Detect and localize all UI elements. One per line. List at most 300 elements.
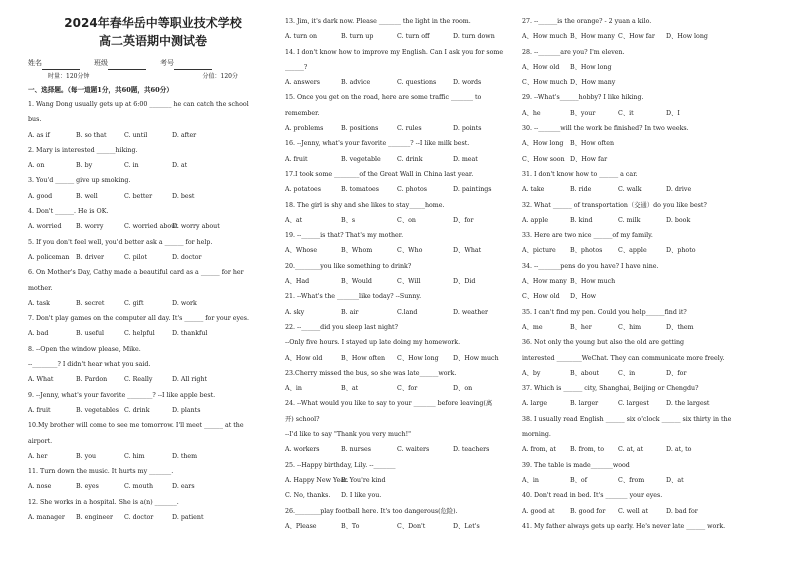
question-text: bus. (28, 116, 42, 124)
question-item (522, 488, 772, 519)
question-text: remember. (285, 109, 320, 117)
answer-option[interactable]: C、Will (397, 278, 421, 286)
answer-option[interactable]: D、for (666, 369, 687, 377)
question-item (522, 14, 772, 45)
answer-option[interactable]: A. on (28, 162, 45, 170)
answer-option[interactable]: A、picture (522, 247, 556, 255)
answer-options (28, 189, 278, 204)
answer-options (285, 213, 511, 228)
answer-option[interactable]: A. bad (28, 330, 49, 338)
question-item (285, 90, 511, 136)
answer-options (28, 250, 278, 265)
answer-option[interactable]: B. from, to (570, 446, 605, 454)
answer-option[interactable]: D、Did (453, 278, 476, 286)
answer-option[interactable]: C. drink (397, 155, 423, 163)
question-text: 4. Don't ______. He is OK. (28, 208, 109, 216)
answer-options (28, 296, 278, 311)
question-item (285, 488, 511, 503)
answer-option[interactable]: C. pilot (124, 253, 147, 261)
answer-option[interactable]: D、on (453, 385, 473, 393)
answer-option[interactable]: B. eyes (76, 483, 99, 491)
answer-options (285, 381, 511, 396)
answer-option[interactable]: B. secret (76, 299, 105, 307)
answer-option[interactable]: A. What (28, 376, 54, 384)
answer-option[interactable]: C. largest (618, 400, 649, 408)
answer-options (522, 152, 772, 167)
answer-option[interactable]: C、it (618, 109, 634, 117)
question-item (285, 167, 511, 198)
answer-options (522, 396, 772, 411)
question-text: 6. On Mother's Day, Cathy made a beautiful card as a ______ for her (28, 269, 244, 277)
answer-option[interactable]: C.land (397, 308, 418, 316)
answer-option[interactable]: A、Please (285, 522, 317, 530)
answer-option[interactable]: B. vegetable (341, 155, 381, 163)
answer-option[interactable]: C、from (618, 476, 645, 484)
answer-option[interactable]: C. in (124, 162, 139, 170)
answer-options (28, 449, 278, 464)
question-text: 40. Don't read in bed. It's _______ your eyes. (522, 492, 663, 500)
answer-option[interactable]: C. Really (124, 376, 153, 384)
answer-option[interactable]: B. driver (76, 253, 104, 261)
question-text: --I'd like to say "Thank you very much!" (285, 431, 412, 439)
question-item (522, 228, 772, 259)
answer-option[interactable]: C. No, thanks. (285, 492, 331, 500)
answer-options (285, 519, 511, 534)
question-text: 15. Once you get on the road, here are some traffic _______ to (285, 94, 482, 102)
answer-option[interactable]: A. answers (285, 79, 320, 87)
answer-option[interactable]: A. as if (28, 131, 50, 139)
exam-title: 2024年春华岳中等职业技术学校 (64, 16, 242, 30)
answer-option[interactable]: C、How much (522, 79, 568, 87)
question-text: 16. --Jenny, what's your favorite _______? --I like milk best. (285, 140, 470, 148)
question-text: 10.My brother will come to see me tomorrow. I'll meet ______ at the (28, 422, 244, 430)
answer-option[interactable]: B、To (341, 522, 360, 530)
answer-option[interactable]: C. walk (618, 186, 642, 194)
answer-option[interactable]: B、Whom (341, 247, 373, 255)
question-text: airport. (28, 437, 53, 445)
answer-options (28, 326, 278, 341)
answer-option[interactable]: B. tomatoes (341, 186, 379, 194)
answer-option[interactable]: D. points (453, 125, 482, 133)
answer-option[interactable]: D、How (570, 293, 597, 301)
answer-options (522, 29, 772, 44)
question-text: 3. You'd ______ give up smoking. (28, 177, 131, 185)
answer-options (522, 60, 772, 75)
question-item (522, 335, 772, 381)
answer-options (285, 152, 511, 167)
question-text: 20.________you like something to drink? (285, 262, 412, 270)
question-item (285, 458, 511, 489)
answer-option[interactable]: A. her (28, 452, 48, 460)
answer-option[interactable]: C. mouth (124, 483, 153, 491)
answer-option[interactable]: A. policeman (28, 253, 70, 261)
answer-option[interactable]: D. paintings (453, 186, 492, 194)
answer-option[interactable]: D. teachers (453, 446, 490, 454)
answer-option[interactable]: C、on (397, 216, 416, 224)
answer-option[interactable]: B、Would (341, 278, 372, 286)
answer-option[interactable]: B. You're kind (341, 476, 386, 484)
question-text: 1. Wang Dong usually gets up at 6:00 _______ he can catch the school (28, 101, 249, 108)
answer-option[interactable]: D、them (666, 323, 694, 331)
answer-option[interactable]: C、in (618, 369, 636, 377)
answer-option[interactable]: D. meat (453, 155, 478, 163)
answer-option[interactable]: B. kind (570, 216, 593, 224)
question-item (522, 45, 772, 76)
answer-option[interactable]: C. him (124, 452, 145, 460)
answer-option[interactable]: C、apple (618, 247, 647, 255)
answer-option[interactable]: D. ears (172, 483, 195, 491)
answer-option[interactable]: B. air (341, 308, 359, 316)
answer-option[interactable]: A. take (522, 186, 545, 194)
column-left (28, 14, 278, 525)
answer-option[interactable]: A. from, at (522, 446, 556, 454)
question-text: 28. --_______are you? I'm eleven. (522, 48, 625, 56)
answer-option[interactable]: C. until (124, 131, 148, 139)
question-item (28, 97, 278, 143)
question-text: 38. I usually read English ______ six o'clock ______ six thirty in the (522, 415, 732, 423)
question-item (28, 173, 278, 204)
question-item (285, 366, 511, 397)
question-text: 17.I took some ________of the Great Wall in China last year. (285, 170, 474, 178)
answer-option[interactable]: C、Don't (397, 522, 426, 530)
question-text: 5. If you don't feel well, you'd better ask a ______ for help. (28, 238, 213, 246)
answer-option[interactable]: C、How old (522, 293, 560, 301)
question-text: 7. Don't play games on the computer all day. It's ______ for your eyes. (28, 315, 250, 323)
answer-options (28, 158, 278, 173)
answer-option[interactable]: C. at, at (618, 446, 644, 454)
answer-option[interactable]: D、Let's (453, 522, 480, 530)
question-item (522, 167, 772, 198)
question-item (285, 45, 511, 91)
answer-option[interactable]: D. words (453, 79, 482, 87)
answer-option[interactable]: A、in (285, 385, 302, 393)
answer-option[interactable]: B. good for (570, 507, 606, 515)
question-text: mother. (28, 284, 53, 292)
question-text: 31. I don't know how to ______ a car. (522, 170, 638, 178)
answer-option[interactable]: C. well at (618, 507, 649, 515)
answer-options (28, 403, 278, 418)
answer-option[interactable]: A. apple (522, 216, 549, 224)
answer-options (522, 106, 772, 121)
answer-option[interactable]: D. drive (666, 186, 692, 194)
answer-option[interactable]: A. large (522, 400, 548, 408)
answer-option[interactable]: B. advice (341, 79, 371, 87)
answer-option[interactable]: B. useful (76, 330, 105, 338)
question-text: 30. --_______will the work be finished? In two weeks. (522, 125, 689, 133)
total-score: 分值：120分 (202, 73, 238, 80)
question-item (522, 381, 772, 412)
answer-option[interactable]: A、How much (522, 33, 568, 41)
answer-option[interactable]: B、How often (570, 140, 615, 148)
answer-option[interactable]: D. them (172, 452, 198, 460)
question-item (522, 412, 772, 458)
answer-option[interactable]: D、How far (570, 155, 608, 163)
answer-option[interactable]: C. waiters (397, 446, 430, 454)
answer-option[interactable]: A、How many (522, 278, 567, 286)
answer-option[interactable]: B、her (570, 323, 592, 331)
answer-option[interactable]: A. nose (28, 483, 52, 491)
question-item (28, 388, 278, 419)
answer-option[interactable]: A、he (522, 109, 541, 117)
answer-options (522, 366, 772, 381)
answer-option[interactable]: C. drink (124, 406, 150, 414)
name-field[interactable]: 姓名 (28, 56, 80, 70)
answer-option[interactable]: D. All right (172, 376, 208, 384)
answer-options (522, 243, 772, 258)
question-text: --________? I didn't hear what you said. (28, 361, 151, 369)
question-item (28, 495, 278, 526)
answer-option[interactable]: D、for (453, 216, 474, 224)
answer-option[interactable]: B、your (570, 109, 596, 117)
question-item (522, 289, 772, 304)
question-item (522, 305, 772, 336)
answer-options (522, 213, 772, 228)
answer-option[interactable]: B、How much (570, 278, 616, 286)
question-text: 24. --What would you like to say to your _______ before leaving(离 (285, 400, 493, 408)
question-text: interested ________WeChat. They can communicate more freely. (522, 354, 725, 362)
answer-options (285, 488, 511, 503)
section-heading: 一、选择题。（每一道题1分，共60题，共60分） (28, 86, 173, 94)
question-text: 36. Not only the young but also the old are getting (522, 339, 685, 347)
answer-options (285, 442, 511, 457)
question-text: 32. What ______ of transportation（交通）do you like best? (522, 201, 707, 209)
answer-option[interactable]: D. doctor (172, 253, 202, 261)
answer-option[interactable]: D、at (666, 476, 684, 484)
answer-option[interactable]: C. better (124, 192, 153, 200)
answer-option[interactable]: A. fruit (28, 406, 51, 414)
answer-options (285, 75, 511, 90)
answer-options (522, 442, 772, 457)
question-item (522, 259, 772, 290)
question-item (28, 342, 278, 388)
question-text: 12. She works in a hospital. She is a(n) _______. (28, 498, 179, 506)
question-item (285, 396, 511, 457)
answer-option[interactable]: B. so that (76, 131, 107, 139)
answer-option[interactable]: D、How long (666, 33, 708, 41)
question-text: 34. --_______pens do you have? I have nine. (522, 262, 659, 270)
question-text: 21. --What's the _______like today? --Sunny. (285, 293, 422, 301)
answer-option[interactable]: D. after (172, 131, 197, 139)
question-text: 9. --Jenny, what's your favorite ________? --I like apple best. (28, 391, 216, 399)
answer-options (28, 372, 278, 387)
question-item (285, 198, 511, 229)
answer-option[interactable]: B. worry (76, 223, 104, 231)
answer-option[interactable]: A、Whose (285, 247, 318, 255)
question-text: 开) school? (285, 415, 320, 423)
question-item (285, 289, 511, 320)
answer-option[interactable]: C、for (397, 385, 418, 393)
question-item (28, 418, 278, 464)
answer-option[interactable]: A、me (522, 323, 543, 331)
question-text: 39. The table is made_______wood (522, 461, 630, 469)
answer-option[interactable]: D. plants (172, 406, 201, 414)
question-item (28, 265, 278, 311)
question-item (522, 75, 772, 90)
answer-options (285, 473, 511, 488)
question-text: 22. --______did you sleep last night? (285, 323, 398, 331)
answer-option[interactable]: D. the largest (666, 400, 710, 408)
question-text: 14. I don't know how to improve my English. Can I ask you for some (285, 48, 504, 56)
answer-option[interactable]: D. work (172, 299, 197, 307)
question-item (285, 320, 511, 366)
answer-option[interactable]: A. turn on (285, 33, 318, 41)
answer-option[interactable]: A. problems (285, 125, 324, 133)
column-middle (285, 14, 511, 534)
answer-option[interactable]: B. well (76, 192, 98, 200)
answer-option[interactable]: C. questions (397, 79, 437, 87)
answer-option[interactable]: A. good at (522, 507, 555, 515)
question-item (522, 90, 772, 121)
answer-option[interactable]: D、I (666, 109, 680, 117)
answer-option[interactable]: C、How soon (522, 155, 565, 163)
question-text: ______? (285, 63, 308, 71)
answer-option[interactable]: D. thankful (172, 330, 208, 338)
answer-option[interactable]: B、about (570, 369, 600, 377)
answer-option[interactable]: A、How old (522, 63, 560, 71)
answer-options (285, 29, 511, 44)
answer-option[interactable]: D、What (453, 247, 482, 255)
answer-option[interactable]: A、How long (522, 140, 564, 148)
answer-options (522, 274, 772, 289)
answer-option[interactable]: B. larger (570, 400, 599, 408)
answer-options (522, 504, 772, 519)
answer-option[interactable]: A. fruit (285, 155, 308, 163)
answer-option[interactable]: D. worry about (172, 223, 220, 231)
answer-options (522, 289, 772, 304)
answer-option[interactable]: D. at, to (666, 446, 692, 454)
answer-option[interactable]: B、How often (341, 354, 386, 362)
question-text: 25. --Happy birthday, Lily. --_______ (285, 461, 396, 469)
question-item (285, 136, 511, 167)
question-item (522, 519, 772, 534)
answer-option[interactable]: A、by (522, 369, 541, 377)
answer-option[interactable]: B、at (341, 385, 359, 393)
answer-option[interactable]: A. good (28, 192, 53, 200)
answer-options (28, 510, 278, 525)
question-item (522, 121, 772, 152)
answer-option[interactable]: B、s (341, 216, 356, 224)
answer-option[interactable]: C. rules (397, 125, 422, 133)
answer-option[interactable]: C. gift (124, 299, 144, 307)
question-text: 8. --Open the window please, Mike. (28, 345, 141, 353)
answer-options (522, 136, 772, 151)
answer-option[interactable]: D. bad for (666, 507, 698, 515)
answer-option[interactable]: A. manager (28, 514, 65, 522)
student-info-row (28, 56, 278, 70)
answer-option[interactable]: A、Had (285, 278, 310, 286)
question-text: morning. (522, 431, 551, 439)
answer-option[interactable]: B. by (76, 162, 93, 170)
answer-options (285, 305, 511, 320)
answer-option[interactable]: A. potatoes (285, 186, 321, 194)
question-item (285, 228, 511, 259)
answer-options (285, 182, 511, 197)
answer-option[interactable]: B、How long (570, 63, 612, 71)
answer-options (285, 121, 511, 136)
question-item (285, 504, 511, 535)
answer-option[interactable]: A. worried (28, 223, 62, 231)
question-list-middle (285, 14, 511, 534)
answer-option[interactable]: A. Happy New Year. (285, 476, 349, 484)
answer-options (522, 75, 772, 90)
answer-option[interactable]: A. workers (285, 446, 320, 454)
answer-option[interactable]: B、How many (570, 33, 615, 41)
answer-option[interactable]: D. weather (453, 308, 489, 316)
time-limit: 时量：120分钟 (48, 73, 90, 80)
answer-options (28, 128, 278, 143)
question-text: 33. Here are two nice ______of my family. (522, 232, 653, 240)
answer-option[interactable]: B. engineer (76, 514, 113, 522)
question-item (28, 143, 278, 174)
answer-option[interactable]: B. turn up (341, 33, 374, 41)
column-right (522, 14, 772, 534)
question-text: 2. Mary is interested ______hiking. (28, 146, 138, 154)
question-item (285, 259, 511, 290)
answer-option[interactable]: D. turn down (453, 33, 495, 41)
question-text: 19. --______is that? That's my mother. (285, 232, 404, 240)
answer-option[interactable]: C. photos (397, 186, 428, 194)
class-field[interactable]: 班级 (94, 56, 146, 70)
exam-number-field[interactable]: 考号 (160, 56, 212, 70)
question-text: 18. The girl is shy and she likes to stay_____home. (285, 201, 445, 209)
answer-option[interactable]: C. milk (618, 216, 641, 224)
answer-option[interactable]: C、How long (397, 354, 439, 362)
answer-option[interactable]: B. ride (570, 186, 592, 194)
answer-option[interactable]: D. at (172, 162, 188, 170)
answer-option[interactable]: A、at (285, 216, 303, 224)
answer-option[interactable]: B. Pardon (76, 376, 108, 384)
answer-option[interactable]: B. vegetables (76, 406, 119, 414)
answer-option[interactable]: D. best (172, 192, 195, 200)
answer-option[interactable]: B、photos (570, 247, 603, 255)
answer-option[interactable]: D. I like you. (341, 492, 382, 500)
question-text: 11. Turn down the music. It hurts my _______. (28, 468, 174, 476)
answer-option[interactable]: D. book (666, 216, 691, 224)
answer-options (285, 274, 511, 289)
question-text: 13. Jim, it's dark now. Please _______ the light in the room. (285, 18, 471, 25)
answer-option[interactable]: B. you (76, 452, 97, 460)
answer-option[interactable]: B. nurses (341, 446, 371, 454)
answer-option[interactable]: D、How much (453, 354, 499, 362)
answer-option[interactable]: C. worried about (124, 223, 178, 231)
answer-option[interactable]: C. helpful (124, 330, 155, 338)
answer-option[interactable]: A、How old (285, 354, 323, 362)
answer-option[interactable]: C、Who (397, 247, 423, 255)
answer-option[interactable]: C. doctor (124, 514, 154, 522)
answer-option[interactable]: C、How far (618, 33, 655, 41)
answer-option[interactable]: B、of (570, 476, 588, 484)
answer-option[interactable]: D. patient (172, 514, 204, 522)
question-text: 37. Which is ______ city, Shanghai, Beijing or Chengdu? (522, 385, 699, 393)
answer-option[interactable]: A、in (522, 476, 539, 484)
answer-option[interactable]: C. turn off (397, 33, 430, 41)
question-text: 35. I can't find my pen. Could you help______find it? (522, 308, 687, 316)
answer-options (522, 320, 772, 335)
question-text: 23.Cherry missed the bus, so she was late______work. (285, 369, 457, 377)
answer-options (28, 479, 278, 494)
exam-meta (28, 70, 278, 83)
answer-option[interactable]: D、photo (666, 247, 696, 255)
answer-option[interactable]: A. task (28, 299, 50, 307)
answer-option[interactable]: B. positions (341, 125, 379, 133)
question-text: 27. --______is the orange? - 2 yuan a kilo. (522, 18, 652, 25)
question-item (28, 235, 278, 266)
answer-option[interactable]: C、him (618, 323, 642, 331)
answer-option[interactable]: A. sky (285, 308, 305, 316)
question-list-left (28, 97, 278, 525)
question-item (522, 458, 772, 489)
answer-option[interactable]: D、How many (570, 79, 616, 87)
